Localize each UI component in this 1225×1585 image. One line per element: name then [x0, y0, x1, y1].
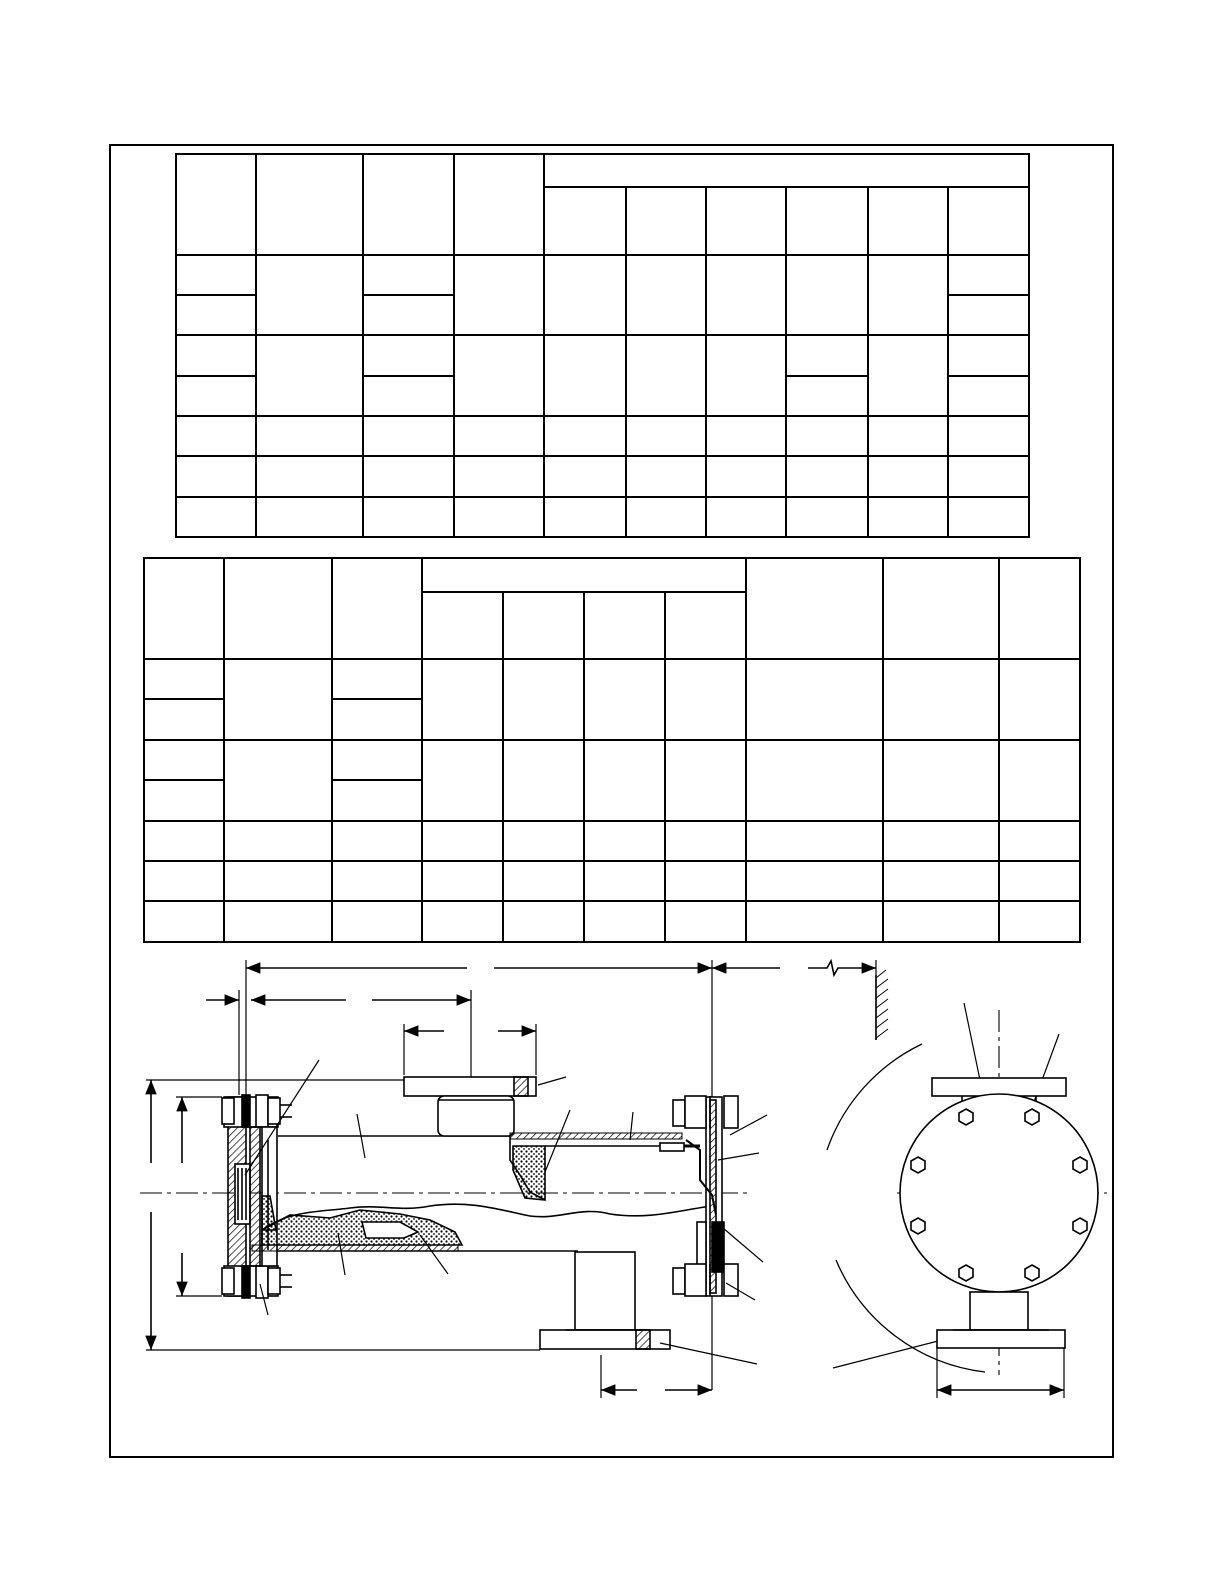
hatching-icon — [876, 970, 888, 1040]
hex-bolt-icon — [222, 1266, 292, 1298]
section-elevation-view — [222, 1077, 738, 1349]
hex-bolt-icon — [673, 1096, 738, 1128]
end-view — [827, 1044, 1098, 1372]
hex-bolt-icon — [222, 1095, 292, 1127]
hex-bolt-icon — [673, 1264, 738, 1296]
